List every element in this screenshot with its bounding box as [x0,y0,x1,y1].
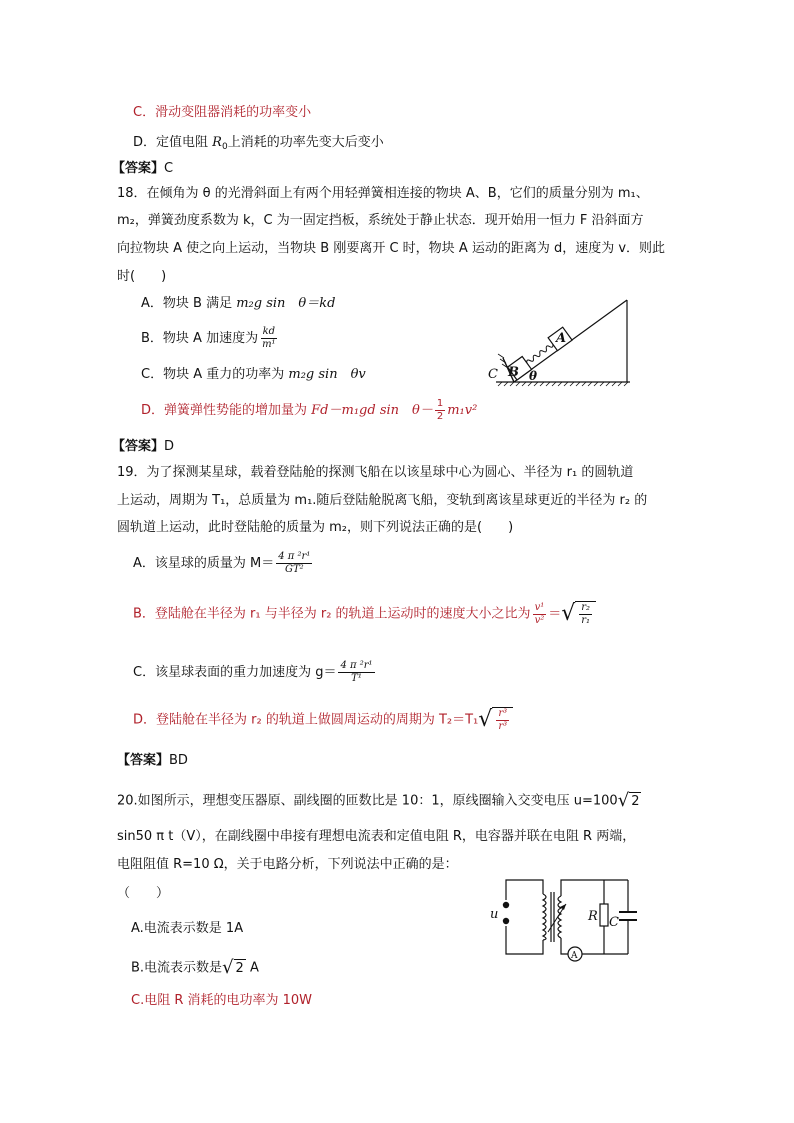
q19-option-c: C．该星球表面的重力加速度为 g＝ $\frac{\text{4 π ²r¹}}{\text{T¹}}$ [133,660,373,684]
q20-stem-line3: 电阻阻值 R=10 Ω，关于电路分析，下列说法中正确的是： [117,857,458,872]
q20-stem-line1: 20.如图所示，理想变压器原、副线圈的匝数比是 10：1，原线圈输入交变电压 u=100 √ 2 [117,790,640,811]
q19-option-a: A．该星球的质量为 M＝ $\frac{\text{4 π ²r¹}}{\text{GT²}}$ [133,551,311,575]
q17-option-d: D．定值电阻 $R_0$上消耗的功率先变大后变小 [133,135,384,152]
source-terminal-top [503,902,509,908]
q18-label-b: B [508,365,519,380]
q20-stem-line4: （ ） [117,886,170,901]
q18-stem-line4: 时( ) [117,269,167,284]
q18-label-c: C [488,367,498,382]
q18-answer: 【答案】D [112,439,175,454]
q20-circuit-diagram [488,874,638,964]
q20-option-c: C.电阻 R 消耗的电功率为 10W [131,993,313,1008]
q19-stem-line1: 19．为了探测某星球，载着登陆舱的探测飞船在以该星球中心为圆心、半径为 r₁ 的圆轨道 [117,465,634,480]
q19-option-d: D．登陆舱在半径为 r₂ 的轨道上做圆周运动的周期为 T₂＝T₁ √ $\frac{\text{r³}}{\text{r³}}$ [133,707,513,741]
q17-option-c: C．滑动变阻器消耗的功率变小 [133,105,312,120]
q20-option-a: A.电流表示数是 1A [131,921,244,936]
q17-answer: 【答案】C [112,161,174,176]
q19-stem-line2: 上运动，周期为 T₁，总质量为 m₁.随后登陆舱脱离飞船，变轨到离该星球更近的半径为 r₂ 的 [117,493,648,508]
q18-stem-line1: 18．在倾角为 θ 的光滑斜面上有两个用轻弹簧相连接的物块 A、B，它们的质量分别为 m₁、 [117,186,649,201]
spring [526,343,554,365]
q20-option-b: B.电流表示数是 √ 2 A [131,957,259,978]
q20-label-r: R [588,909,598,924]
q19-answer: 【答案】BD [117,753,188,768]
q19-option-b: B．登陆舱在半径为 r₁ 与半径为 r₂ 的轨道上运动时的速度大小之比为 $\frac{\text{v¹}}{\text{v²}}$ ＝ √ $\frac{\text{r₂}}{\text{r₁}}$ [133,601,596,635]
q18-incline-diagram [484,292,634,392]
q20-label-c: C [609,915,619,930]
q18-option-a: A．物块 B 满足 m₂g sin θ＝kd [141,296,336,311]
ammeter-label: A [571,951,578,961]
q18-label-theta: θ [529,369,538,383]
q18-option-d: D．弹簧弹性势能的增加量为 Fd－m₁gd sin θ－ $\frac{1}{2}$ m₁v² [141,398,478,422]
q20-label-u: u [490,907,499,922]
q19-stem-line3: 圆轨道上运动，此时登陆舱的质量为 m₂，则下列说法正确的是( ) [117,520,514,535]
q20-stem-line2: sin50 π t（V），在副线圈中串接有理想电流表和定值电阻 R，电容器并联在电阻 R 两端， [117,829,636,844]
q18-stem-line3: 向拉物块 A 使之向上运动，当物块 B 刚要离开 C 时，物块 A 运动的距离为 d，速度为 v．则此 [117,241,666,256]
source-terminal-bottom [503,918,509,924]
q18-label-a: A [556,331,567,346]
q18-option-c: C．物块 A 重力的功率为 m₂g sin θv [141,367,366,382]
q18-option-b: B．物块 A 加速度为 $\frac{kd}{\text{m¹}}$ [141,326,276,350]
q18-stem-line2: m₂，弹簧劲度系数为 k，C 为一固定挡板，系统处于静止状态．现开始用一恒力 F 沿斜面方 [117,213,644,228]
